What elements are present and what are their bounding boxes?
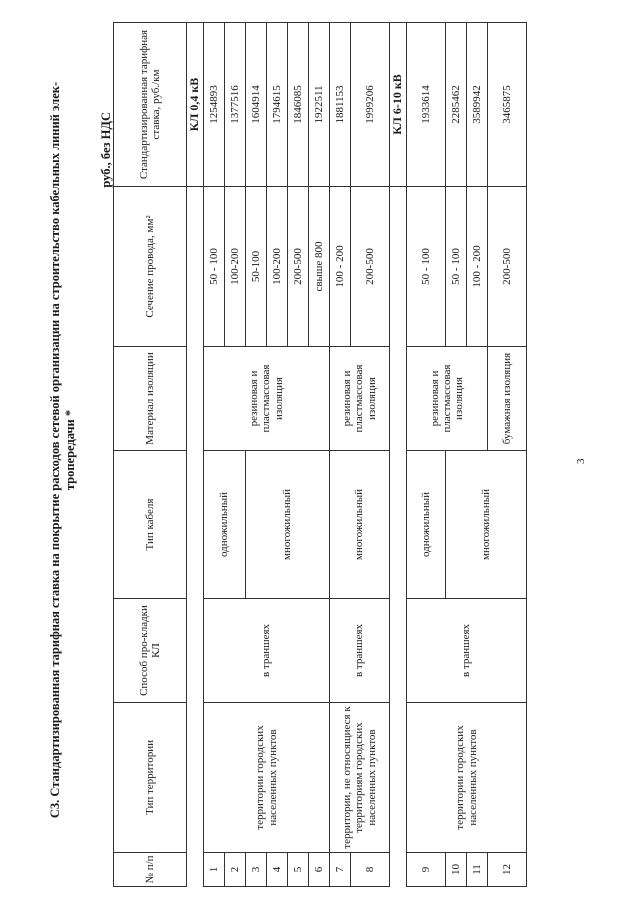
section-label-04kv: КЛ 0,4 кВ [187,23,204,187]
row-no: 9 [407,853,446,887]
section-cell: 50 - 100 [407,187,446,347]
section-row-04kv [187,23,204,887]
section-cell: 50-100 [246,187,267,347]
row-no: 10 [446,853,467,887]
table-row [330,23,351,887]
section-cell: свыше 800 [309,187,330,347]
cable-type-cell: многожильный [330,451,390,599]
row-no: 7 [330,853,351,887]
territory-cell: территории городских населенных пунктов [204,703,330,853]
rate-cell: 3589942 [467,23,488,187]
header-territory: Тип территории [114,703,187,853]
row-no: 11 [467,853,488,887]
rate-cell: 2285462 [446,23,467,187]
table-title-continuation: тропередачи * [63,409,77,491]
section-cell: 100 - 200 [330,187,351,347]
header-row [114,23,187,887]
header-insulation: Материал изоляции [114,347,187,451]
header-cable: Тип кабеля [114,451,187,599]
rate-cell: 1881153 [330,23,351,187]
territory-cell: территории городских населенных пунктов [407,703,527,853]
laying-cell: в траншеях [204,599,330,703]
cable-type-cell: многожильный [446,451,527,599]
section-cell: 50 - 100 [204,187,225,347]
tariff-table [113,22,527,887]
territory-cell: территории, не относящиеся к территориям городских населенных пунктов [330,703,390,853]
row-no: 6 [309,853,330,887]
table-row [204,23,225,887]
header-section: Сечение провода, мм² [114,187,187,347]
row-no: 3 [246,853,267,887]
section-cell: 200-500 [288,187,309,347]
section-cell: 100-200 [267,187,288,347]
insulation-cell: резиновая и пластмассовая изоляция [330,347,390,451]
row-no: 5 [288,853,309,887]
table-title: С3. Стандартизированная тарифная ставка на покрытие расходов сетевой организации на строительство кабельных линий элек- [48,81,62,819]
insulation-cell: резиновая и пластмассовая изоляция [407,347,488,451]
insulation-cell: бумажная изоляция [488,347,527,451]
rate-cell: 1794615 [267,23,288,187]
header-rate: Стандартизированная тарифная ставка, руб./км [114,23,187,187]
laying-cell: в траншеях [407,599,527,703]
units-note: руб., без НДС [99,112,113,188]
section-cell: 100 - 200 [467,187,488,347]
section-row-610kv [390,23,407,887]
row-no: 4 [267,853,288,887]
rate-cell: 1377516 [225,23,246,187]
header-no: № п/п [114,853,187,887]
row-no: 8 [351,853,390,887]
rate-cell: 1604914 [246,23,267,187]
row-no: 1 [204,853,225,887]
laying-cell: в траншеях [330,599,390,703]
section-cell: 50 - 100 [446,187,467,347]
rate-cell: 3465875 [488,23,527,187]
rate-cell: 1254893 [204,23,225,187]
rate-cell: 1999206 [351,23,390,187]
section-label-610kv: КЛ 6-10 кВ [390,23,407,187]
insulation-cell: резиновая и пластмассовая изоляция [204,347,330,451]
section-cell: 100-200 [225,187,246,347]
rate-cell: 1933614 [407,23,446,187]
rate-cell: 1922511 [309,23,330,187]
section-cell: 200-500 [488,187,527,347]
rate-cell: 1846085 [288,23,309,187]
table-row [407,23,446,887]
cable-type-cell: многожильный [246,451,330,599]
cable-type-cell: одножильный [407,451,446,599]
section-cell: 200-500 [351,187,390,347]
cable-type-cell: одножильный [204,451,246,599]
row-no: 2 [225,853,246,887]
header-laying: Способ про-кладки КЛ [114,599,187,703]
page-number: 3 [575,458,587,464]
row-no: 12 [488,853,527,887]
